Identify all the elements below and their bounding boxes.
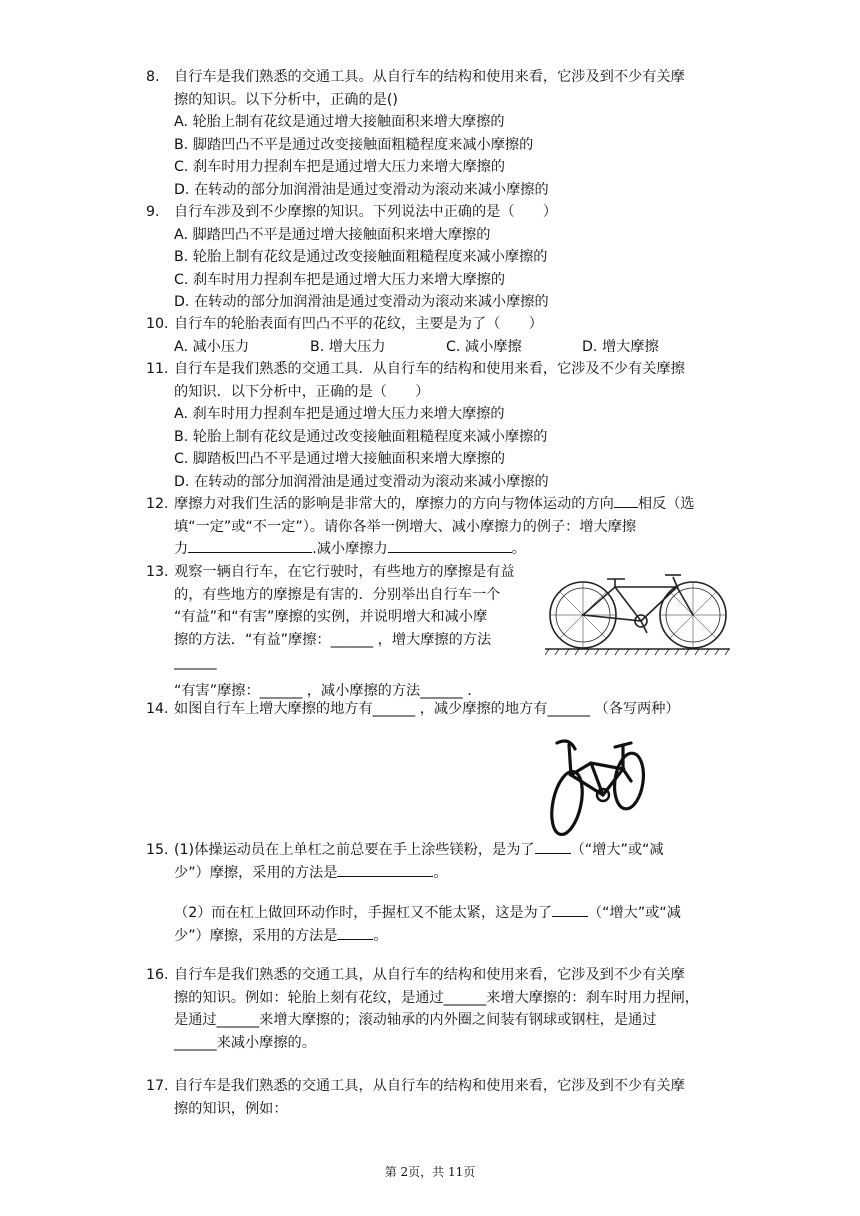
question-number: 17.: [146, 1078, 169, 1094]
question-number: 16.: [146, 967, 169, 983]
question-text: 自行车的轮胎表面有凹凸不平的花纹，主要是为了（ ）: [174, 316, 543, 332]
option-c: C. 刹车时用力捏刹车把是通过增大压力来增大摩擦的: [174, 271, 506, 288]
question-17: [146, 1075, 731, 1120]
answer-blank[interactable]: [614, 493, 638, 508]
question-10: [146, 313, 731, 358]
question-number: 15.: [146, 842, 169, 858]
answer-blank[interactable]: [535, 839, 571, 854]
bicycle-figure: [545, 565, 730, 657]
question-text: 自行车是我们熟悉的交通工具，从自行车的结构和使用来看，它涉及到不少有关摩: [174, 967, 685, 983]
question-11: [146, 358, 731, 493]
question-text: 自行车涉及到不少摩擦的知识。下列说法中正确的是（ ）: [174, 204, 558, 220]
question-text: 。: [373, 927, 388, 944]
question-number: 12.: [146, 496, 169, 512]
question-text: 是通过______来增大摩擦的；滚动轴承的内外圈之间装有钢球或钢柱，是通过: [174, 1012, 657, 1028]
question-text: .: [312, 541, 317, 557]
question-text: 力: [174, 541, 189, 557]
option-a: A. 轮胎上制有花纹是通过增大接触面积来增大摩擦的: [174, 114, 505, 130]
question-text: 擦的知识，例如：: [174, 1100, 288, 1117]
question-text: 。: [511, 541, 526, 557]
question-text: 擦的知识。例如：轮胎上刻有花纹，是通过______来增大摩擦的：刹车时用力捏闸，: [174, 989, 699, 1006]
question-text: （“增大”或“减: [570, 842, 664, 858]
page-footer: 第 2页，共 11页: [384, 1165, 476, 1179]
question-text: 少”）摩擦，采用的方法是: [174, 864, 338, 881]
option-d: D. 在转动的部分加润滑油是通过变滑动为滚动来减小摩擦的: [174, 473, 549, 490]
question-number: 14.: [146, 701, 169, 717]
bicycle-sketch-figure: [545, 735, 653, 838]
question-16: [146, 964, 731, 1054]
question-number: 11.: [146, 361, 169, 377]
question-number: 10.: [146, 316, 169, 332]
answer-blank[interactable]: [188, 538, 312, 553]
question-text: 。: [433, 864, 448, 881]
question-text: “有益”和“有害”摩擦的实例，并说明增大和减小摩: [174, 609, 488, 625]
question-12: [146, 493, 731, 561]
question-text: 擦的方法．“有益”摩擦：______ ，增大摩擦的方法: [174, 631, 492, 648]
question-text: 少”）摩擦，采用的方法是: [174, 927, 338, 944]
option-d: D. 在转动的部分加润滑油是通过变滑动为滚动来减小摩擦的: [174, 181, 549, 198]
option-b: B. 增大压力: [310, 338, 386, 355]
question-text: ______: [174, 654, 217, 670]
question-14: [146, 698, 731, 721]
question-15: [146, 839, 731, 947]
question-text: 的，有些地方的摩擦是有害的．分别举出自行车一个: [174, 586, 501, 603]
option-d: D. 在转动的部分加润滑油是通过变滑动为滚动来减小摩擦的: [174, 294, 549, 310]
option-b: B. 轮胎上制有花纹是通过改变接触面粗糙程度来减小摩擦的: [174, 428, 548, 445]
question-text: (1)体操运动员在上单杠之前总要在手上涂些镁粉，是为了: [174, 842, 535, 858]
question-text: 如图自行车上增大摩擦的地方有______ ，减少摩擦的地方有______ （各写两种）: [174, 701, 680, 717]
question-text: “有害”摩擦：______ ，减小摩擦的方法______ ．: [174, 682, 482, 699]
answer-blank[interactable]: [337, 862, 433, 877]
option-b: B. 轮胎上制有花纹是通过改变接触面粗糙程度来减小摩擦的: [174, 249, 548, 265]
question-text: 填“一定”或“不一定”）。请你各举一例增大、减小摩擦力的例子：增大摩擦: [174, 518, 637, 535]
option-a: A. 刹车时用力捏刹车把是通过增大压力来增大摩擦的: [174, 406, 505, 422]
question-8: [146, 66, 731, 201]
question-text: 的知识．以下分析中，正确的是（ ）: [174, 383, 430, 400]
question-9: [146, 201, 731, 314]
answer-blank[interactable]: [337, 925, 373, 940]
question-number: 8.: [146, 69, 160, 85]
question-text: （2）而在杠上做回环动作时，手握杠又不能太紧，这是为了: [174, 905, 552, 921]
question-text: 减小摩擦力: [316, 541, 388, 557]
option-c: C. 刹车时用力捏刹车把是通过增大压力来增大摩擦的: [174, 159, 506, 175]
answer-blank[interactable]: [552, 902, 588, 917]
option-a: A. 减小压力: [174, 338, 250, 355]
question-text: （“增大”或“减: [587, 905, 681, 921]
question-text: 观察一辆自行车，在它行驶时，有些地方的摩擦是有益: [174, 564, 515, 580]
question-text: 摩擦力对我们生活的影响是非常大的，摩擦力的方向与物体运动的方向: [174, 496, 614, 512]
question-text: 擦的知识。以下分析中，正确的是(): [174, 91, 398, 108]
question-text: ______来减小摩擦的。: [174, 1034, 316, 1051]
question-text: 相反（选: [637, 496, 695, 512]
answer-blank[interactable]: [388, 538, 512, 553]
option-b: B. 脚踏凹凸不平是通过改变接触面粗糙程度来减小摩擦的: [174, 136, 534, 153]
question-number: 13.: [146, 564, 169, 580]
option-c: C. 脚踏板凹凸不平是通过增大接触面积来增大摩擦的: [174, 451, 506, 467]
option-d: D. 增大摩擦: [582, 338, 659, 355]
option-a: A. 脚踏凹凸不平是通过增大接触面积来增大摩擦的: [174, 226, 491, 243]
question-number: 9.: [146, 204, 160, 220]
option-c: C. 减小摩擦: [446, 338, 522, 355]
question-text: 自行车是我们熟悉的交通工具。从自行车的结构和使用来看，它涉及到不少有关摩: [174, 69, 685, 85]
question-text: 自行车是我们熟悉的交通工具．从自行车的结构和使用来看，它涉及不少有关摩擦: [174, 361, 685, 377]
question-text: 自行车是我们熟悉的交通工具，从自行车的结构和使用来看，它涉及到不少有关摩: [174, 1078, 685, 1094]
